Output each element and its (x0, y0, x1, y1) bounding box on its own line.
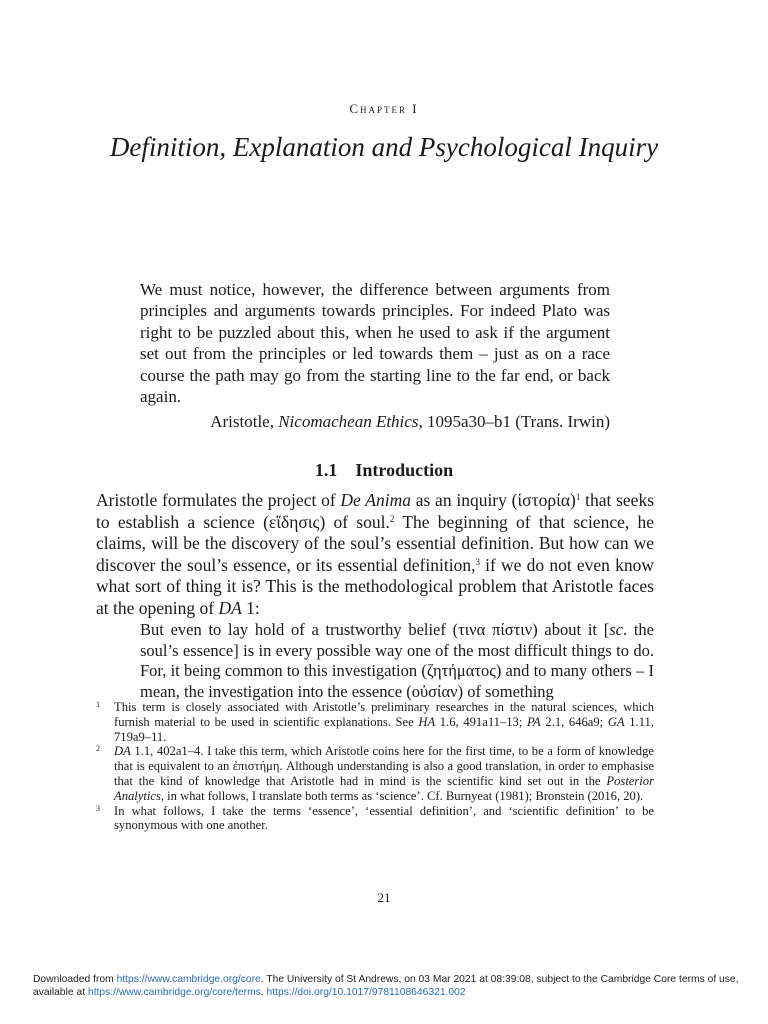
download-notice (33, 973, 745, 999)
chapter-label: Chapter I (349, 101, 419, 116)
footnote-mark: 3 (96, 803, 100, 813)
section-number: 1.1 (314, 460, 338, 480)
section-heading (0, 460, 768, 481)
notice-text: . The University of St Andrews, on 03 Mar 2021 at 08:39:08, subject to the Cambridge Core terms of use, available at (33, 974, 739, 998)
notice-text: Downloaded from (33, 974, 117, 985)
attribution-work: Nicomachean Ethics (278, 412, 419, 431)
footnote-italic: GA (607, 714, 625, 729)
quote-text-run: . the soul’s essence] is in every possible way one of the most difficult things to do. For, it being common to this investigation (ζητήματος) and to many others – I mean, the investigation into the essence (οὐσίαν) of something (140, 620, 654, 701)
footnote-ref-1[interactable]: 1 (575, 492, 581, 502)
footnote-mark: 1 (96, 700, 100, 709)
footnote-italic: HA (418, 714, 436, 729)
footnote-ref-3[interactable]: 3 (475, 556, 480, 567)
attribution-rest: , 1095a30–b1 (Trans. Irwin) (418, 412, 610, 431)
footnote-text: 1.1, 402a1–4. I take this term, which Aristotle coins here for the first time, to be a form of knowledge that is equivalent to an ἐπιστήμη. Although understanding is also a good translation, in order to emphasise that the kind of knowledge that Aristotle had in mind is the scientific kind set out in the (114, 744, 654, 788)
footnote-3 (96, 804, 654, 834)
cambridge-core-link[interactable]: https://www.cambridge.org/core (116, 974, 261, 985)
doi-link[interactable]: https://doi.org/10.1017/9781108646321.002 (266, 987, 466, 998)
footnote-text: This term is closely associated with Aristotle’s preliminary researches in the natural sciences, which furnish material to be used in scientific explanations. See (114, 700, 654, 729)
epigraph-attribution (140, 412, 610, 432)
body-paragraph (96, 490, 654, 620)
footnote-italic: Posterior Analytics (114, 773, 654, 803)
body-text-run: if we do not even know what sort of thing it is? This is the methodological problem that Aristotle faces at the opening of (96, 554, 654, 618)
footnote-2 (96, 744, 654, 803)
notice-text: . (260, 987, 267, 998)
section-title: Introduction (355, 460, 454, 480)
attribution-author: Aristotle, (210, 412, 279, 431)
page-number: 21 (377, 890, 391, 905)
footnotes (96, 700, 654, 833)
footnote-text: In what follows, I take the terms ‘essence’, ‘essential definition’, and ‘scientific definition’ to be synonymous with one another. (114, 803, 654, 833)
footnote-text: 1.11, 719a9–11. (114, 714, 654, 744)
body-italic-run: DA (218, 597, 242, 618)
footnote-italic: PA (526, 714, 541, 729)
footnote-text: 1.6, 491a11–13; (435, 714, 527, 729)
body-italic-run: De Anima (340, 490, 411, 510)
body-text-run: The beginning of that science, he claims, will be the discovery of the soul’s essential definition. But how can we discover the soul’s essence, or its essential definition, (96, 511, 654, 575)
footnote-mark: 2 (96, 744, 100, 754)
footnote-ref-2[interactable]: 2 (389, 513, 395, 524)
terms-link[interactable]: https://www.cambridge.org/core/terms (87, 987, 261, 998)
body-text-run: that seeks to establish a science (εἴδησις) of soul. (96, 490, 655, 532)
body-text-run: as an inquiry (ἱστορία) (410, 490, 576, 510)
quote-text-run: But even to lay hold of a trustworthy belief (τινα πίστιν) about it [ (140, 620, 610, 639)
footnote-1 (96, 700, 654, 744)
chapter-title: Definition, Explanation and Psychological Inquiry (109, 132, 659, 162)
body-text-run: Aristotle formulates the project of (96, 490, 341, 510)
quote-italic-run: sc (609, 620, 623, 639)
body-text-run: 1: (241, 597, 260, 618)
footnote-italic: DA (114, 744, 131, 759)
block-quote (140, 620, 654, 702)
footnote-text: 2.1, 646a9; (540, 714, 608, 729)
footnote-text: , in what follows, I translate both terms as ‘science’. Cf. Burnyeat (1981); Bronstein (2016, 20). (160, 788, 644, 803)
epigraph: We must notice, however, the difference between arguments from principles and arguments towards principles. For indeed Plato was right to be puzzled about this, when he used to ask if the argument set out from the principles or led towards them – just as on a race course the path may go from the starting line to the far end, or back again. (140, 280, 610, 407)
